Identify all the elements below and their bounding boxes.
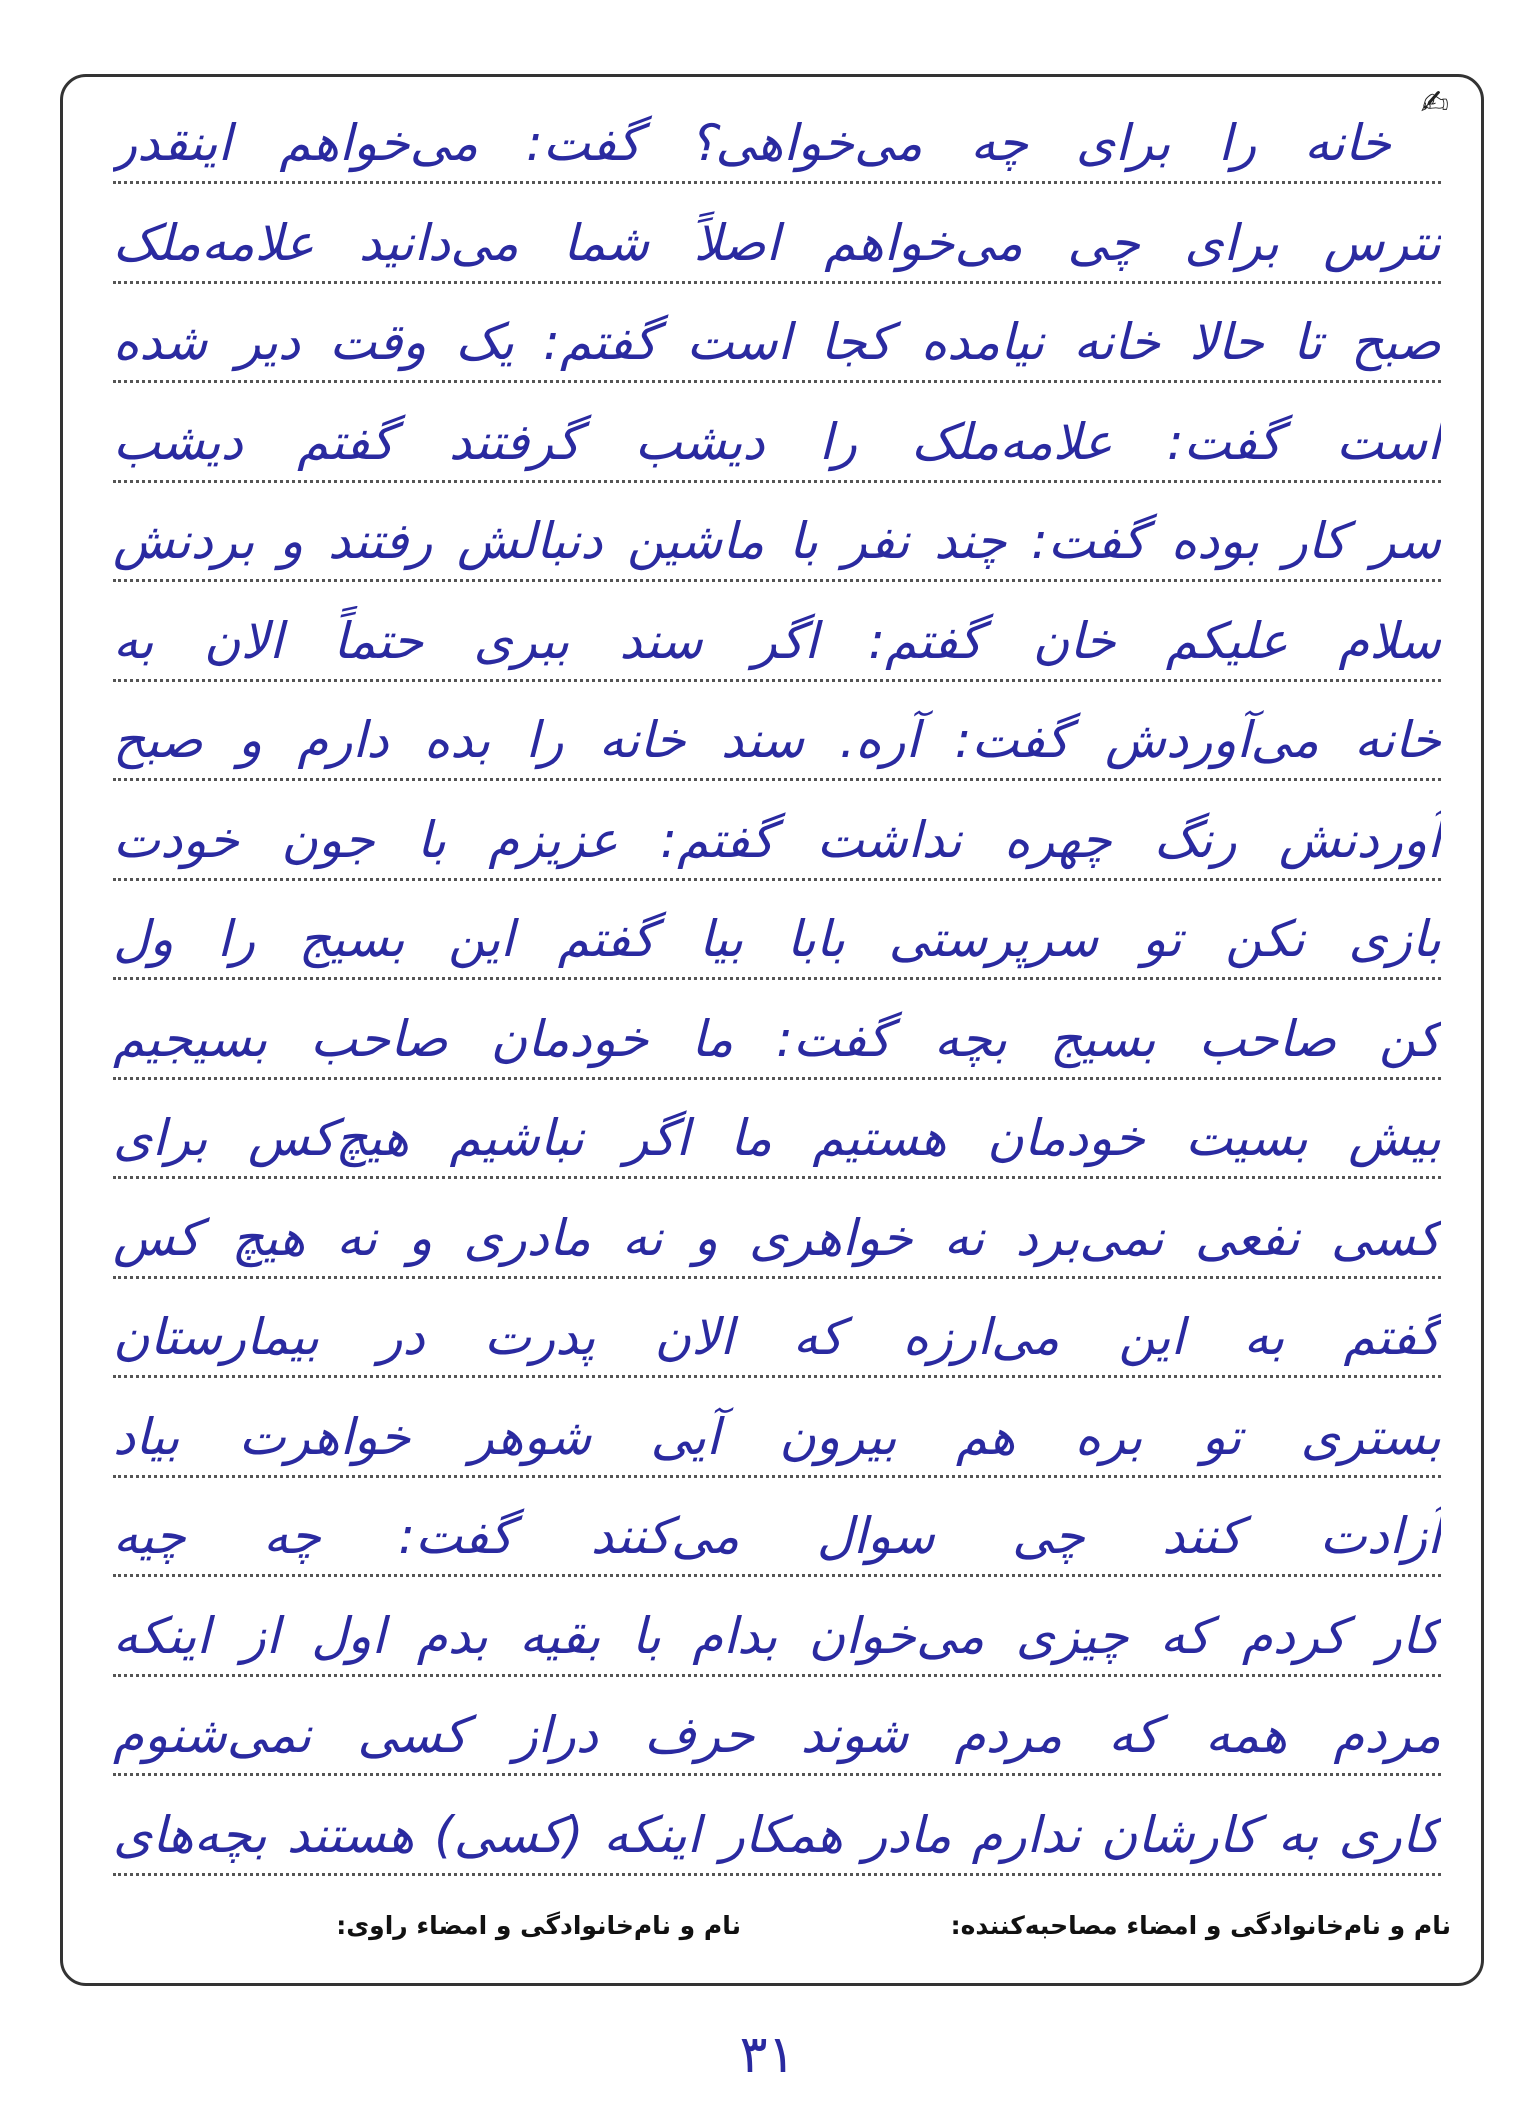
handwritten-line <box>113 583 1441 682</box>
handwritten-line <box>113 782 1441 881</box>
line-text: کاری به کارشان ندارم مادر همکار اینکه (کسی) هستند بچه‌های <box>113 1805 1441 1864</box>
handwritten-line <box>113 1379 1441 1478</box>
handwritten-line <box>113 1677 1441 1776</box>
handwritten-line <box>113 1180 1441 1279</box>
lined-page-frame <box>60 74 1484 1986</box>
line-text: کن صاحب بسیج بچه گفت: ما خودمان صاحب بسیجیم <box>113 1009 1441 1068</box>
handwritten-line <box>113 83 1449 184</box>
handwritten-line <box>113 384 1441 483</box>
dotted-rule <box>113 1873 1441 1876</box>
line-text: صبح تا حالا خانه نیامده کجا است گفتم: یک وقت دیر شده <box>113 313 1441 371</box>
line-text: آزادت کنند چی سوال می‌کنند گفت: چه چیه <box>113 1507 1441 1565</box>
line-text: خانه می‌آوردش گفت: آره. سند خانه را بده دارم و صبح <box>113 711 1441 769</box>
line-text: سلام علیکم خان گفتم: اگر سند ببری حتماً الان به <box>113 611 1441 670</box>
line-text: سر کار بوده گفت: چند نفر با ماشین دنبالش رفتند و بردنش <box>113 512 1441 570</box>
line-text: بستری تو بره هم بیرون آیی شوهر خواهرت بیاد <box>113 1407 1441 1466</box>
line-text: گفتم به این می‌ارزه که الان پدرت در بیمارستان <box>113 1308 1441 1366</box>
page-number: ۳۱ <box>739 2025 796 2085</box>
line-text: کار کردم که چیزی می‌خوان بدام با بقیه بدم اول از اینکه <box>113 1606 1441 1665</box>
line-text: نترس برای چی می‌خواهم اصلاً شما می‌دانید علامه‌ملک <box>113 213 1441 272</box>
handwritten-line <box>113 1478 1441 1577</box>
handwritten-line <box>113 1279 1441 1378</box>
handwritten-line <box>113 185 1441 284</box>
handwritten-line <box>113 1777 1441 1876</box>
line-text: مردم همه که مردم شوند حرف دراز کسی نمی‌شنوم <box>113 1706 1441 1764</box>
handwritten-line <box>113 1080 1441 1179</box>
handwritten-line <box>113 284 1441 383</box>
narrator-signature-label: نام و نام‌خانوادگی و امضاء راوی: <box>336 1911 741 1940</box>
handwritten-line <box>113 1578 1441 1677</box>
pen-icon: ✍ <box>1420 83 1449 123</box>
line-text: خانه را برای چه می‌خواهی؟ گفت: می‌خواهم اینقدر <box>113 114 1391 172</box>
handwritten-line <box>113 881 1441 980</box>
line-text: بازی نکن تو سرپرستی بابا بیا گفتم این بسیج را ول <box>113 910 1441 968</box>
line-text: کسی نفعی نمی‌برد نه خواهری و نه مادری و نه هیچ کس <box>113 1208 1441 1267</box>
handwritten-line <box>113 483 1441 582</box>
interviewer-signature-label: نام و نام‌خانوادگی و امضاء مصاحبه‌کننده: <box>950 1911 1451 1940</box>
handwritten-lines <box>83 77 1461 1863</box>
line-text: بیش بسیت خودمان هستیم ما اگر نباشیم هیچ‌کس برای <box>113 1109 1441 1167</box>
handwritten-line <box>113 981 1441 1080</box>
line-text: است گفت: علامه‌ملک را دیشب گرفتند گفتم دیشب <box>113 412 1441 471</box>
handwritten-line <box>113 682 1441 781</box>
signature-footer <box>83 1903 1461 1953</box>
line-text: آوردنش رنگ چهره نداشت گفتم: عزیزم با جون خودت <box>113 810 1441 869</box>
